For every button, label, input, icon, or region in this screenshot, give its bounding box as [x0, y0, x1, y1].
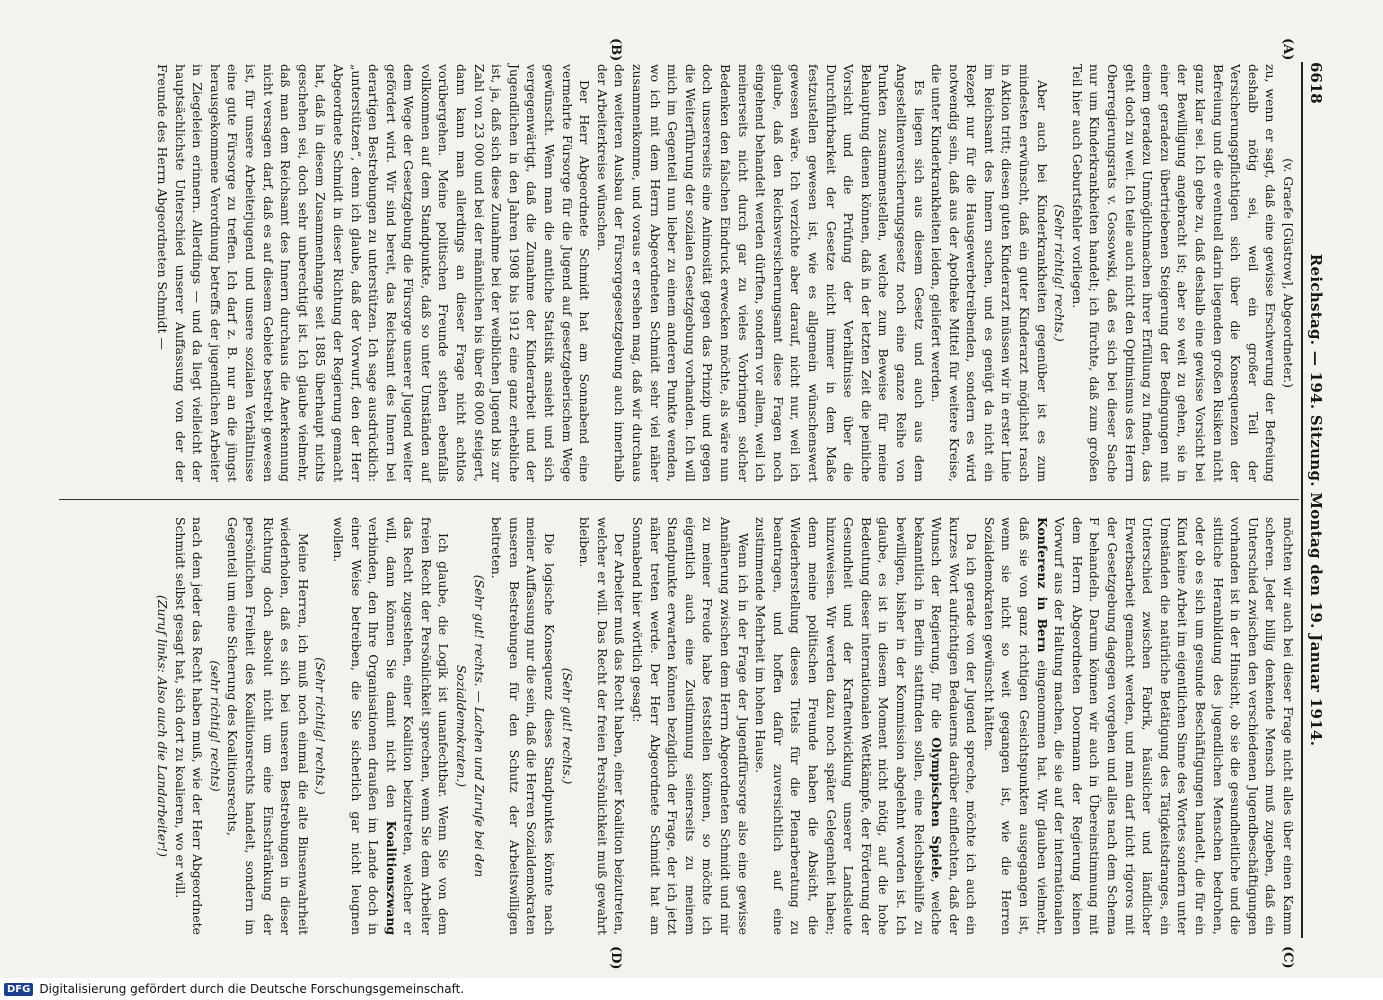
page-title: Reichstag. — 194. Sitzung. Montag den 19. Januar 1914.: [1307, 253, 1325, 747]
emphasized-text: Koalitionszwang: [383, 820, 399, 935]
paragraph: Der Herr Abgeordnete Schmidt hat am Sonnabend eine vermehrte Fürsorge für die Jugend auf gesetzgeberischem Wege gewünscht. Wenn man die amtliche Statistik ansieht und sich vergegenwärtigt, daß die Zunahme der Kinderarbeit und der Jugendlichen in den Jahren 1908 bis 1912 eine ganz erhebliche ist, ja, daß sich diese Zunahme bei der weiblichen Jugend bis zur Zahl von 23 000 und bei der männlichen bis über 68 000 steigert, dann kann man allerdings an dieser Frage nicht achtlos vorübergehen. Meine politischen Freunde stehen ebenfalls vollkommen auf dem Standpunkte, daß so unter Umständen auf dem Wege der Gesetzgebung die Fürsorge unserer Jugend weiter gefördert wird. Wir sind bereit, das Reichsamt des Innern bei derartigen Bestrebungen zu unterstützen. Ich sage ausdrücklich: „unterstützen“, denn ich glaube, daß der Vorwurf, den der Herr Abgeordnete Schmidt in dieser Richtung der Regierung gemacht hat, daß in diesem Zusammenhange seit 1885 überhaupt nichts geschehen sei, doch sehr unberechtigt ist. Ich glaube vielmehr, daß man dem Reichsamt des Innern durchaus die Anerkennung nicht versagen darf, daß es auf diesem Gebiete bestrebt gewesen ist, für unsere Arbeiterjugend und unsere sozialen Verhältnisse eine gute Fürsorge zu treffen. Ich darf z. B. nur an die jüngst herausgekommene Verordnung betreffs der jugendlichen Arbeiter in Ziegeleien erinnern. Allerdings — und da liegt vielleicht der hauptsächlichste Unterschied unserer Auffassung von der der Freunde des Herrn Abgeordneten Schmidt —: [155, 64, 593, 482]
interjection: (Sehr richtig! rechts.): [313, 657, 329, 795]
margin-mark-b: (B): [608, 38, 623, 62]
emphasized-text: Konferenz in Bern: [1034, 517, 1050, 653]
interjection: (Zuruf links: Also auch die Landarbeiter!): [155, 595, 170, 857]
paragraph: zu, wenn er sagt, daß eine gewisse Erschwerung der Befreiung deshalb nötig sei, weil ein großer Teil der Versicherungspflichtigen sich über die Konsequenzen der Befreiung und die eventuell darin liegenden großen Risiken nicht ganz klar sei. Ich gebe zu, daß deshalb eine gewisse Vorsicht bei der Bewilligung angebracht ist; aber so weit zu gehen, sie in einer geradezu übertriebenen Steigerung der Bedingungen mit einem geradezu Unmöglichmachen ihrer Erfüllung zu finden, das geht doch zu weit. Ich teile auch nicht den Optimismus des Herrn Oberregierungsrats v. Gossowski, daß es sich bei dieser Sache nur um Kinderkrankheiten handelt; ich fürchte, daß zum großen Teil hier auch Geburtsfehler vorliegen.: [1069, 64, 1279, 482]
margin-mark-c: (C): [1280, 946, 1295, 969]
speaker-line: (v. Graefe [Güstrow], Abgeordneter.): [1281, 158, 1296, 388]
paragraph: möchten wir auch bei dieser Frage nicht alles über einen Kamm scheren. Jeder billig denkende Mensch muß zugeben, daß ein Unterschied zwischen den verschiedenen Jugendbeschäftigungen vorhanden ist in der Hinsicht, ob sie die gesundheitliche und die sittliche Heranbildung des jugendlichen Menschen bedrohen, oder ob es sich um gesunde Beschäftigungen handelt, die für ein Kind keine Arbeit im eigentlichen Sinne des Wortes sondern unter Umständen die natürliche Betätigung des Tätigkeitsdranges, ein Unterschied zwischen Fabrik, häuslicher und ländlicher Erwerbsarbeit gemacht werden, und man darf nicht rigoros mit der Gesetzgebung dagegen vorgehen und alles nach dem Schema F behandeln. Darum können wir auch in Übereinstimmung mit dem Herrn Abgeordneten Doormann der Regierung keinen Vorwurf aus der Haltung machen, die sie auf der internationalen Konferenz in Bern eingenommen hat. Wir glauben vielmehr, daß sie von ganz richtigen Gesichtspunkten ausgegangen ist, wenn sie nicht so weit gegangen ist, wie die Herren Sozialdemokraten gewünscht hätten.: [981, 517, 1296, 935]
credit-text: Digitalisierung gefördert durch die Deutsche Forschungsgemeinschaft.: [39, 982, 465, 996]
digitization-credit: [0, 978, 1383, 1000]
paragraph: Es liegen sich aus diesem Gesetz und auch aus dem Angestelltenversicherungsgesetz noch eine ganze Reihe von Punkten zusammenstellen, welche zum Beweise für meine Behauptung dienen können, daß in der letzten Zeit die peinliche Vorsicht und die Prüfung der Verhältnisse über die Durchführbarkeit der Gesetze nicht immer in dem Maße festzustellen gewesen ist, wie es allgemein wünschenswert gewesen wäre. Ich verzichte aber darauf, nicht nur, weil ich glaube, daß den Reichsversicherungsamt diese Fragen noch eingehend behandelt werden dürften, sondern vor allem, weil ich meinerseits nicht durch gar zu vieles Vorbringen solcher Bedenken den falschen Eindruck erwecken möchte, als wäre nun doch unsererseits eine Animosität gegen das Prinzip und gegen die Weiterführung der sozialen Gesetzgebung vorhanden. Ich will mich im Gegenteil nun lieber zu einem anderen Punkte wenden, wo ich mit dem Herrn Abgeordneten Schmidt sehr viel näher zusammenkomme, und voraus er ersehen mag, daß wir durchaus den weiteren Ausbau der Fürsorgegesetzgebung auch innerhalb der Arbeiterkreise wünschen.: [594, 64, 927, 482]
page-header: [1301, 62, 1325, 938]
paragraph: Meine Herren, ich muß noch einmal die alte Binsenwahrheit wiederholen, daß es sich bei unseren Bestrebungen in dieser Richtung doch absolut nicht um eine Einschränkung der persönlichen Freiheit des Koalitionsrechts handelt, sondern im Gegenteil um eine Sicherung des Koalitionsrechts,: [225, 517, 311, 935]
interjection: (Sehr gut! rechts. — Lachen und Zurufe bei den Sozialdemokraten.): [454, 574, 487, 878]
paragraph: Ich glaube, die Logik ist unanfechtbar. Wenn Sie von dem freien Recht der Persönlichkeit sprechen, wenn Sie dem Arbeiter das Recht zugestehen, einer Koalition beizutreten, welcher er will, dann können Sie damit nicht den Koalitionszwang verbinden, den Ihre Organisationen draußen im Lande doch in einer Weise betreiben, die Sie sicherlich gar nicht leugnen wollen.: [330, 517, 452, 935]
paragraph: nach dem jeder das Recht haben muß, wie der Herr Abgeordnete Schmidt selbst gesagt hat, sich dort zu koalieren, wo er will.: [172, 517, 206, 935]
header-rule: [1301, 62, 1303, 938]
interjection: (Sehr gut! rechts.): [559, 667, 575, 785]
interjection: (sehr richtig! rechts): [207, 660, 223, 792]
paragraph: Wenn ich in der Frage der Jugendfürsorge also eine gewisse Annäherung zwischen dem Herrn Abgeordneten Schmidt und mir zu meiner Freude habe feststellen können, so möchte ich eigentlich auch eine Zustimmung seinerseits zu meinem Standpunkte erwarten können bezüglich der Frage, der ich jetzt näher treten werde. Der Herr Abgeordnete Schmidt hat am Sonnabend hier wörtlich gesagt:: [630, 517, 751, 935]
column-divider: [59, 499, 1299, 500]
margin-mark-d: (D): [608, 946, 623, 970]
margin-mark-a: (A): [1280, 38, 1295, 61]
right-column: [153, 517, 1297, 935]
paragraph: Da ich gerade von der Jugend spreche, möchte ich auch ein kurzes Wort aufrichtigen Bedauerns darüber einflechten, daß der Wunsch der Regierung, für die Olympischen Spiele, welche bekanntlich in Berlin stattfinden sollen, eine Reichsbeihilfe zu bewilligen, bisher in der Kommission abgelehnt worden ist. Ich glaube, es ist in diesem Moment nicht nötig, auf die hohe Bedeutung dieser internationalen Wettkämpfe, der Förderung der Gesundheit und der Kraftentwicklung unserer Landsleute hinzuweisen. Wir werden dazu noch später Gelegenheit haben; denn meine politischen Freunde haben die Absicht, die Wiederherstellung dieses Titels für die Plenarberatung zu beantragen, und hoffen dafür zuversichtlich auf eine zustimmende Mehrheit im hohen Hause.: [753, 517, 980, 935]
paragraph: Aber auch bei Kinderkrankheiten gegenüber ist es zum mindesten erwünscht, daß ein guter Kinderarzt möglichst rasch in Aktion tritt; diesen guten Kinderarzt müssen wir in erster Linie im Reichsamt des Innern suchen, und es genügt da nicht ein Rezept nur für die Hausgewerbetreibenden, sondern es wird notwendig sein, daß aus der Apotheke Mittel für weitere Kreise, die unter Kinderkrankheiten leiden, geliefert werden.: [929, 64, 1050, 482]
paragraph: Die logische Konsequenz dieses Standpunktes könnte nach meiner Auffassung nur die sein, daß die Herren Sozialdemokraten unseren Bestrebungen für den Schutz der Arbeitswilligen beitreten.: [489, 517, 558, 935]
page-number: 6618: [1307, 62, 1325, 104]
emphasized-text: Olympischen Spiele: [929, 737, 945, 879]
dfg-logo: DFG: [4, 983, 33, 996]
interjection: (Sehr richtig! rechts.): [1052, 204, 1068, 342]
quotation: Der Arbeiter muß das Recht haben, einer Koalition beizutreten, welcher er will. Das Recht der freien Persönlichkeit muß gewahrt bleiben.: [577, 517, 628, 935]
left-column: [153, 64, 1297, 482]
